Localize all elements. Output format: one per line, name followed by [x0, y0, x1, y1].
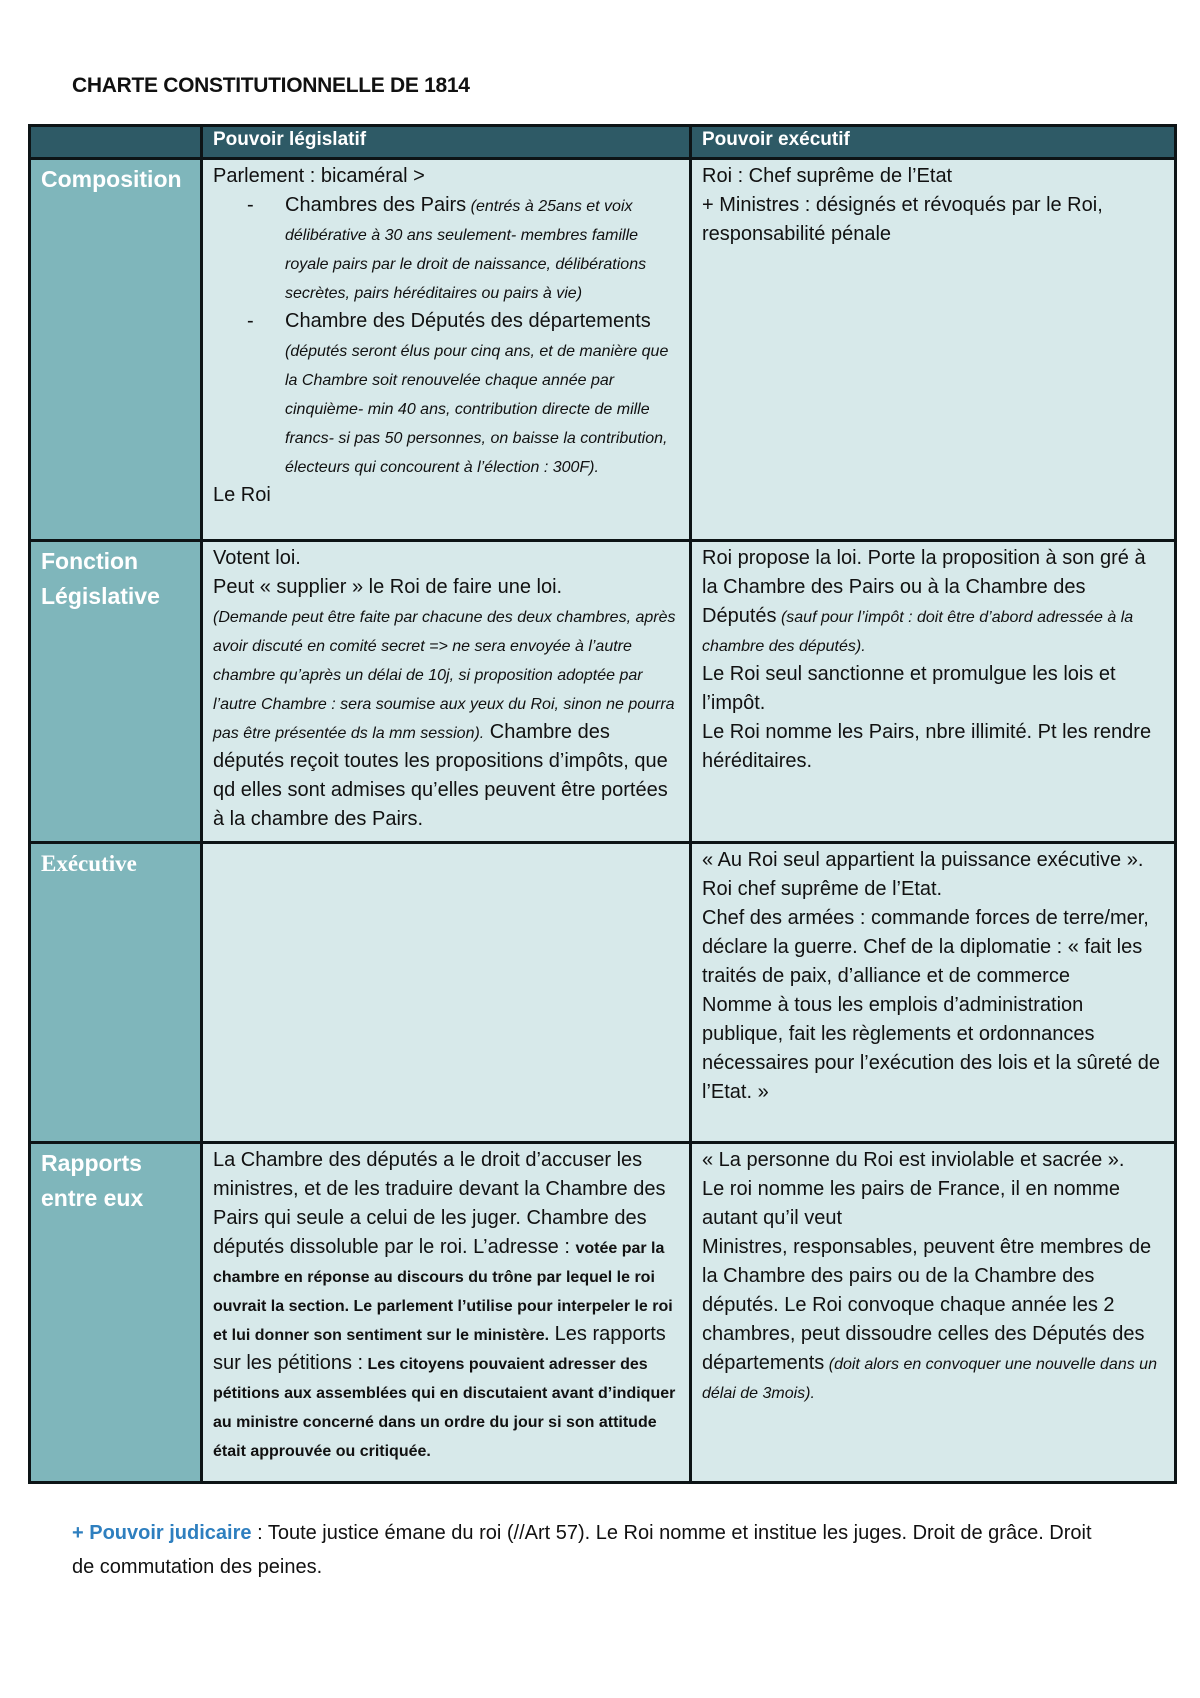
text-line: Nomme à tous les emplois d’administration publique, fait les règlements et ordonnances nécessaires pour l’exécution des lois et la sûreté de l’Etat. »: [702, 994, 1161, 1103]
header-blank: [30, 126, 202, 159]
text-note: votée par la chambre en réponse au discours du trône par lequel le roi ouvrait la section. Le parlement l’utilise pour interpeler le roi et lui donner son sentiment sur le ministère.: [213, 1240, 673, 1344]
row-rapports: [30, 1143, 1176, 1483]
text-line: + Ministres : désignés et révoqués par le Roi, responsabilité pénale: [702, 194, 1103, 245]
text-line: Le Roi seul sanctionne et promulgue les lois et l’impôt.: [702, 663, 1116, 714]
text-note: (doit alors en convoquer une nouvelle dans un délai de 3mois).: [702, 1356, 1157, 1402]
list-item: [285, 307, 679, 481]
text-line: Roi : Chef suprême de l’Etat: [702, 165, 953, 187]
text-line: Le Roi nomme les Pairs, nbre illimité. Pt les rendre héréditaires.: [702, 721, 1152, 772]
footer-note: [72, 1516, 1112, 1584]
text-note: (députés seront élus pour cinq ans, et de manière que la Chambre soit renouvelée chaque année par cinquième- min 40 ans, contribution directe de mille francs- si pas 50 personnes, on baisse la contribution, électeurs qui concourent à l’élection : 300F).: [285, 343, 669, 476]
rowhead-label: Composition: [41, 166, 182, 192]
cell-composition-executif: [691, 159, 1176, 541]
cell-composition-legislatif: [202, 159, 691, 541]
text-note: (entrés à 25ans et voix délibérative à 30 ans seulement- membres famille royale pairs par le droit de naissance, délibérations secrètes, pairs héréditaires ou pairs à vie): [285, 198, 647, 302]
text-line: Chef des armées : commande forces de terre/mer, déclare la guerre. Chef de la diplomatie : « fait les traités de paix, d’alliance et de commerce: [702, 907, 1149, 987]
text-line: Votent loi.: [213, 547, 301, 569]
row-composition: [30, 159, 1176, 541]
text-line: « La personne du Roi est inviolable et sacrée ».: [702, 1149, 1125, 1171]
rowhead-label: entre eux: [41, 1185, 144, 1211]
rowhead-executive: [30, 843, 202, 1143]
text-main: Les rapports sur les pétitions :: [213, 1323, 666, 1374]
rowhead-label: Exécutive: [41, 851, 137, 876]
footer-accent: + Pouvoir judicaire: [72, 1522, 252, 1544]
text-line: « Au Roi seul appartient la puissance exécutive ». Roi chef suprême de l’Etat.: [702, 849, 1144, 900]
cell-executive-legislatif: [202, 843, 691, 1143]
text-main: Chambre des députés reçoit toutes les propositions d’impôts, que qd elles sont admises qu’elles peuvent être portées à la chambre des Pairs.: [213, 721, 668, 830]
document-title: CHARTE CONSTITUTIONNELLE DE 1814: [72, 74, 470, 97]
text-line: Parlement : bicaméral >: [213, 165, 425, 187]
header-row: [30, 126, 1176, 159]
chambers-list: [213, 191, 679, 481]
cell-rapports-legislatif: [202, 1143, 691, 1483]
text-note: Les citoyens pouvaient adresser des pétitions aux assemblées qui en discutaient avant d’indiquer au ministre concerné dans un ordre du jour si son attitude était approuvée ou critiquée.: [213, 1356, 676, 1460]
text-line: Peut « supplier » le Roi de faire une loi.: [213, 576, 563, 598]
rowhead-label: Fonction: [41, 548, 139, 574]
text-line: Le roi nomme les pairs de France, il en nomme autant qu’il veut: [702, 1178, 1120, 1229]
text-main: Ministres, responsables, peuvent être membres de la Chambre des pairs ou de la Chambre des députés. Le Roi convoque chaque année les 2 chambres, peut dissoudre celles des Députés des départements: [702, 1236, 1152, 1374]
text-main: Chambres des Pairs: [285, 194, 467, 216]
row-executive: [30, 843, 1176, 1143]
row-fonction: [30, 541, 1176, 843]
text-main: Roi propose la loi. Porte la proposition à son gré à la Chambre des Pairs ou à la Chambre des Députés: [702, 547, 1146, 627]
charte-table: [28, 124, 1177, 1484]
text-note: (sauf pour l’impôt : doit être d’abord adressée à la chambre des députés).: [702, 609, 1134, 655]
text-main: La Chambre des députés a le droit d’accuser les ministres, et de les traduire devant la Chambre des Pairs qui seule a celui de les juger. Chambre des députés dissoluble par le roi. L’adresse :: [213, 1149, 666, 1258]
header-legislatif: Pouvoir législatif: [202, 126, 691, 159]
list-item: [285, 191, 679, 307]
rowhead-label: Rapports: [41, 1150, 142, 1176]
rowhead-composition: [30, 159, 202, 541]
rowhead-fonction: [30, 541, 202, 843]
text-line: Le Roi: [213, 484, 271, 506]
text-main: Chambre des Députés des départements: [285, 310, 651, 332]
header-executif: Pouvoir exécutif: [691, 126, 1176, 159]
rowhead-rapports: [30, 1143, 202, 1483]
cell-fonction-legislatif: [202, 541, 691, 843]
footer-text: : Toute justice émane du roi (//Art 57). Le Roi nomme et institue les juges. Droit de grâce. Droit de commutation des peines.: [72, 1522, 1092, 1578]
cell-rapports-executif: [691, 1143, 1176, 1483]
cell-fonction-executif: [691, 541, 1176, 843]
rowhead-label: Législative: [41, 583, 160, 609]
text-note: (Demande peut être faite par chacune des deux chambres, après avoir discuté en comité secret => ne sera envoyée à l’autre chambre qu’après un délai de 10j, si proposition adoptée par l’autre Chambre : sera soumise aux yeux du Roi, sinon ne pourra pas être présentée ds la mm session).: [213, 609, 676, 742]
cell-executive-executif: [691, 843, 1176, 1143]
